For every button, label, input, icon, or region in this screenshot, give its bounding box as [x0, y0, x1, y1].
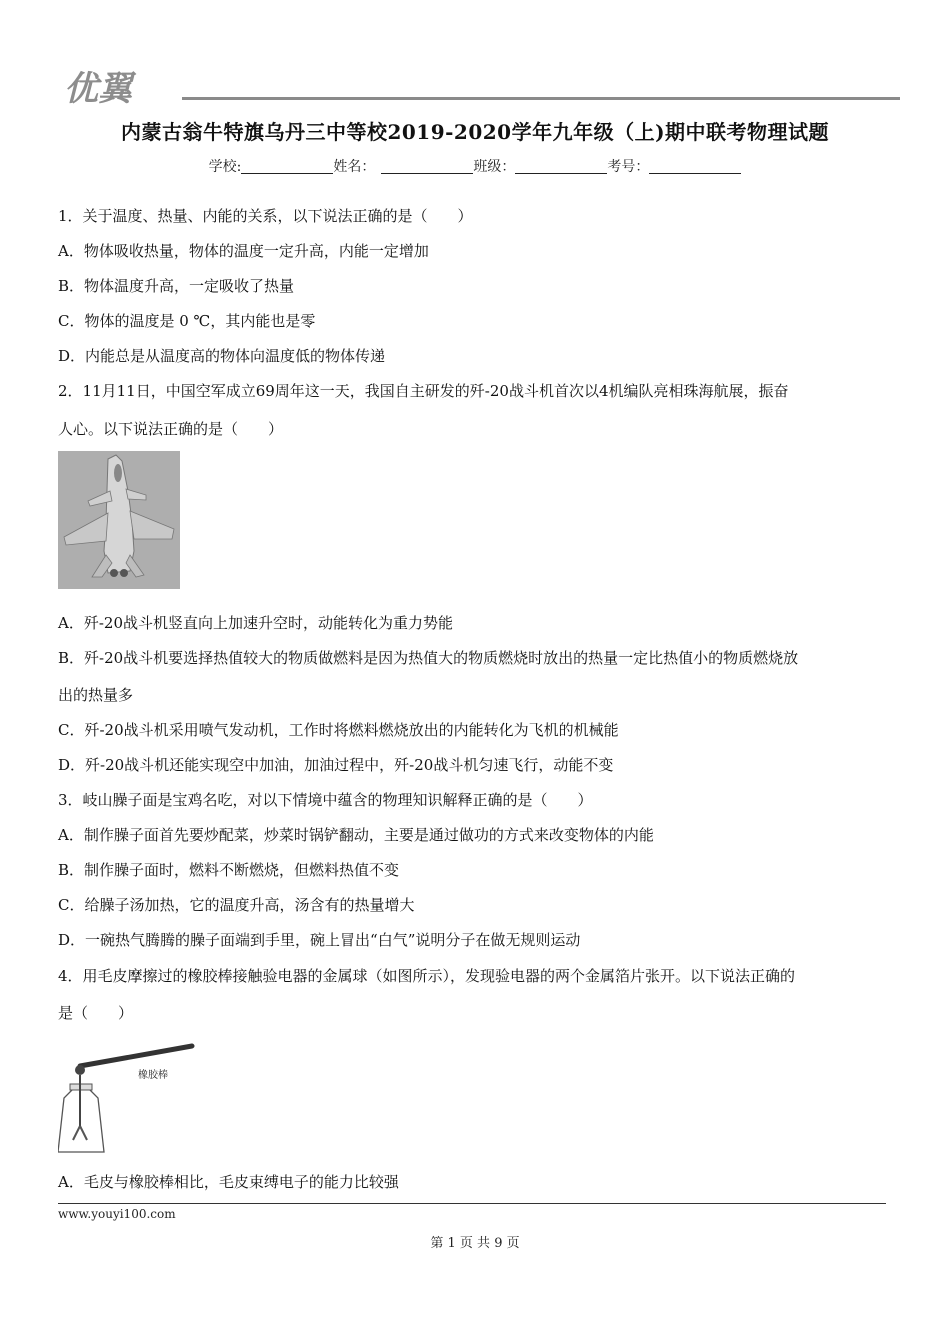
- q2-stem-line2: 人心。以下说法正确的是（ ）: [58, 420, 284, 438]
- metal-leaf-left: [73, 1126, 80, 1140]
- q4-stem-line2: 是（ ）: [58, 1004, 134, 1022]
- class-label: 班级：: [473, 159, 516, 175]
- q1-option-b: B．物体温度升高，一定吸收了热量: [58, 277, 295, 295]
- q2-option-a: A．歼-20战斗机竖直向上加速升空时，动能转化为重力势能: [58, 614, 453, 632]
- q1-stem: 1．关于温度、热量、内能的关系，以下说法正确的是（ ）: [58, 207, 473, 225]
- q2-option-b-line2: 出的热量多: [58, 686, 134, 704]
- q2-option-b-line1: B．歼-20战斗机要选择热值较大的物质做燃料是因为热值大的物质燃烧时放出的热量一定比热值小的物质燃烧放: [58, 649, 799, 667]
- exam-no-blank[interactable]: [649, 159, 741, 174]
- q3-stem: 3．岐山臊子面是宝鸡名吃，对以下情境中蕴含的物理知识解释正确的是（ ）: [58, 791, 593, 809]
- exam-no-label: 考号：: [607, 159, 650, 175]
- fighter-jet-image: [58, 451, 180, 589]
- logo-text: 优翼: [64, 69, 132, 106]
- rubber-rod-label: 橡胶棒: [138, 1070, 168, 1081]
- q1-option-a: A．物体吸收热量，物体的温度一定升高，内能一定增加: [58, 242, 429, 260]
- rubber-rod: [80, 1046, 192, 1066]
- metal-ball: [75, 1065, 85, 1075]
- school-blank[interactable]: [241, 159, 333, 174]
- student-info-line: [0, 156, 950, 176]
- name-blank[interactable]: [381, 159, 473, 174]
- q2-option-d: D．歼-20战斗机还能实现空中加油，加油过程中，歼-20战斗机匀速飞行，动能不变: [58, 756, 614, 774]
- q1-option-c: C．物体的温度是 0 ℃，其内能也是零: [58, 312, 316, 330]
- metal-leaf-right: [80, 1126, 87, 1140]
- name-label: 姓名：: [333, 159, 376, 175]
- q1-option-d: D．内能总是从温度高的物体向温度低的物体传递: [58, 347, 386, 365]
- q2-option-c: C．歼-20战斗机采用喷气发动机，工作时将燃料燃烧放出的内能转化为飞机的机械能: [58, 721, 619, 739]
- footer-rule: [58, 1203, 886, 1204]
- class-blank[interactable]: [515, 159, 607, 174]
- header-rule: [182, 97, 900, 100]
- q4-stem-line1: 4．用毛皮摩擦过的橡胶棒接触验电器的金属球（如图所示），发现验电器的两个金属箔片张开。以下说法正确的: [58, 967, 796, 985]
- page-title: 内蒙古翁牛特旗乌丹三中等校2019-2020学年九年级（上)期中联考物理试题: [120, 120, 830, 144]
- q4-option-a: A．毛皮与橡胶棒相比，毛皮束缚电子的能力比较强: [58, 1173, 399, 1191]
- youyi-logo: [62, 66, 187, 106]
- school-label: 学校:: [208, 159, 242, 175]
- page-number: 第 1 页 共 9 页: [430, 1236, 520, 1251]
- q3-option-d: D．一碗热气腾腾的臊子面端到手里，碗上冒出“白气”说明分子在做无规则运动: [58, 931, 581, 949]
- q3-option-b: B．制作臊子面时，燃料不断燃烧，但燃料热值不变: [58, 861, 400, 879]
- electroscope-figure: [58, 1040, 203, 1160]
- q3-option-c: C．给臊子汤加热，它的温度升高，汤含有的热量增大: [58, 896, 415, 914]
- q3-option-a: A．制作臊子面首先要炒配菜，炒菜时锅铲翻动，主要是通过做功的方式来改变物体的内能: [58, 826, 654, 844]
- footer-url[interactable]: www.youyi100.com: [58, 1207, 176, 1221]
- q2-stem-line1: 2．11月11日，中国空军成立69周年这一天，我国自主研发的歼-20战斗机首次以4机编队亮相珠海航展，振奋: [58, 382, 789, 400]
